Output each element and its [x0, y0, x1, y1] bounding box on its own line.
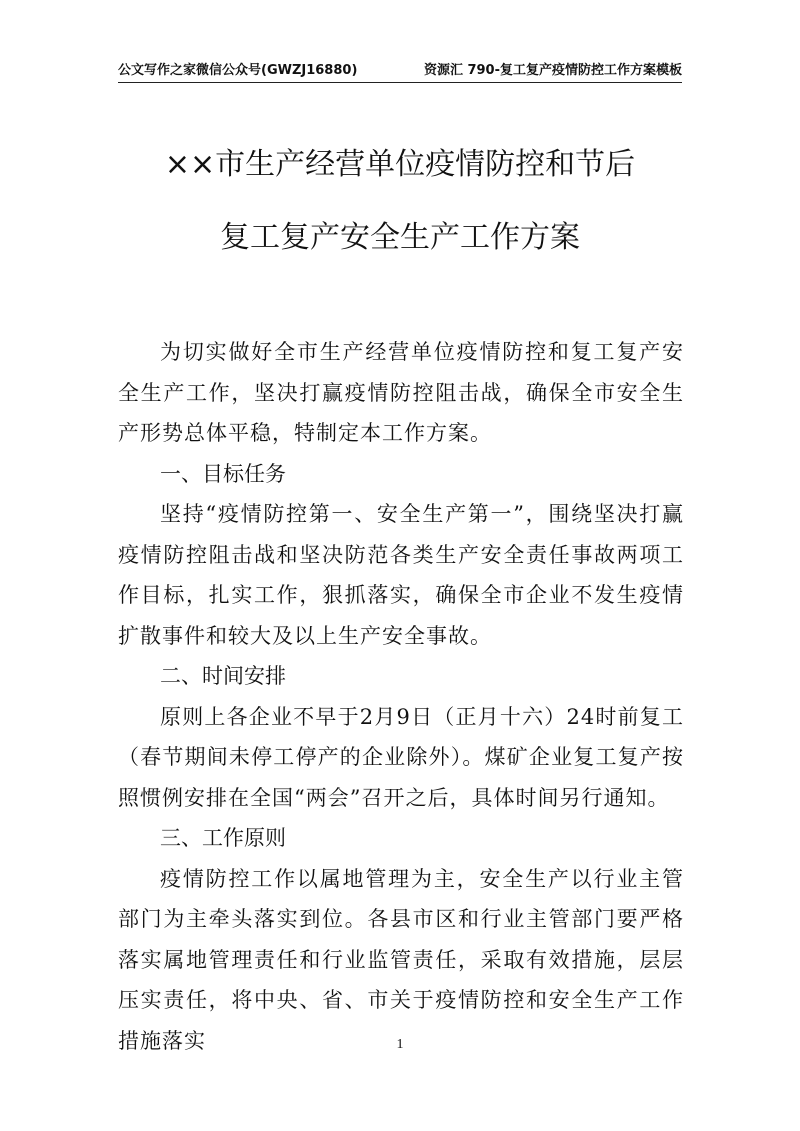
document-title-line-2: 复工复产安全生产工作方案	[220, 220, 580, 255]
section-paragraph-schedule: 原则上各企业不早于2月9日（正月十六）24时前复工（春节期间未停工停产的企业除外）。煤矿企业复工复产按照惯例安排在全国“两会”召开之后，具体时间另行通知。	[118, 704, 684, 810]
header-source-label: 公文写作之家微信公众号(GWZJ16880)	[118, 63, 358, 78]
header-document-label: 资源汇 790-复工复产疫情防控工作方案模板	[423, 63, 682, 78]
running-header	[118, 62, 682, 80]
section-heading-schedule: 二、时间安排	[160, 664, 286, 688]
section-paragraph-principles: 疫情防控工作以属地管理为主，安全生产以行业主管部门为主牵头落实到位。各县市区和行业主管部门要严格落实属地管理责任和行业监管责任，采取有效措施，层层压实责任，将中央、省、市关于疫情防控和安全生产工作措施落实	[118, 866, 684, 1053]
section-heading-principles: 三、工作原则	[160, 826, 286, 850]
page-number: 1	[396, 1037, 404, 1052]
section-heading-goals: 一、目标任务	[160, 461, 286, 486]
document-title-line-1: ××市生产经营单位疫情防控和节后	[164, 147, 636, 182]
document-body	[118, 332, 684, 1061]
intro-paragraph: 为切实做好全市生产经营单位疫情防控和复工复产安全生产工作，坚决打赢疫情防控阻击战，确保全市安全生产形势总体平稳，特制定本工作方案。	[118, 340, 684, 445]
header-divider	[118, 82, 682, 83]
section-paragraph-goals: 坚持“疫情防控第一、安全生产第一”，围绕坚决打赢疫情防控阻击战和坚决防范各类生产安全责任事故两项工作目标，扎实工作，狠抓落实，确保全市企业不发生疫情扩散事件和较大及以上生产安全事故。	[118, 502, 684, 648]
